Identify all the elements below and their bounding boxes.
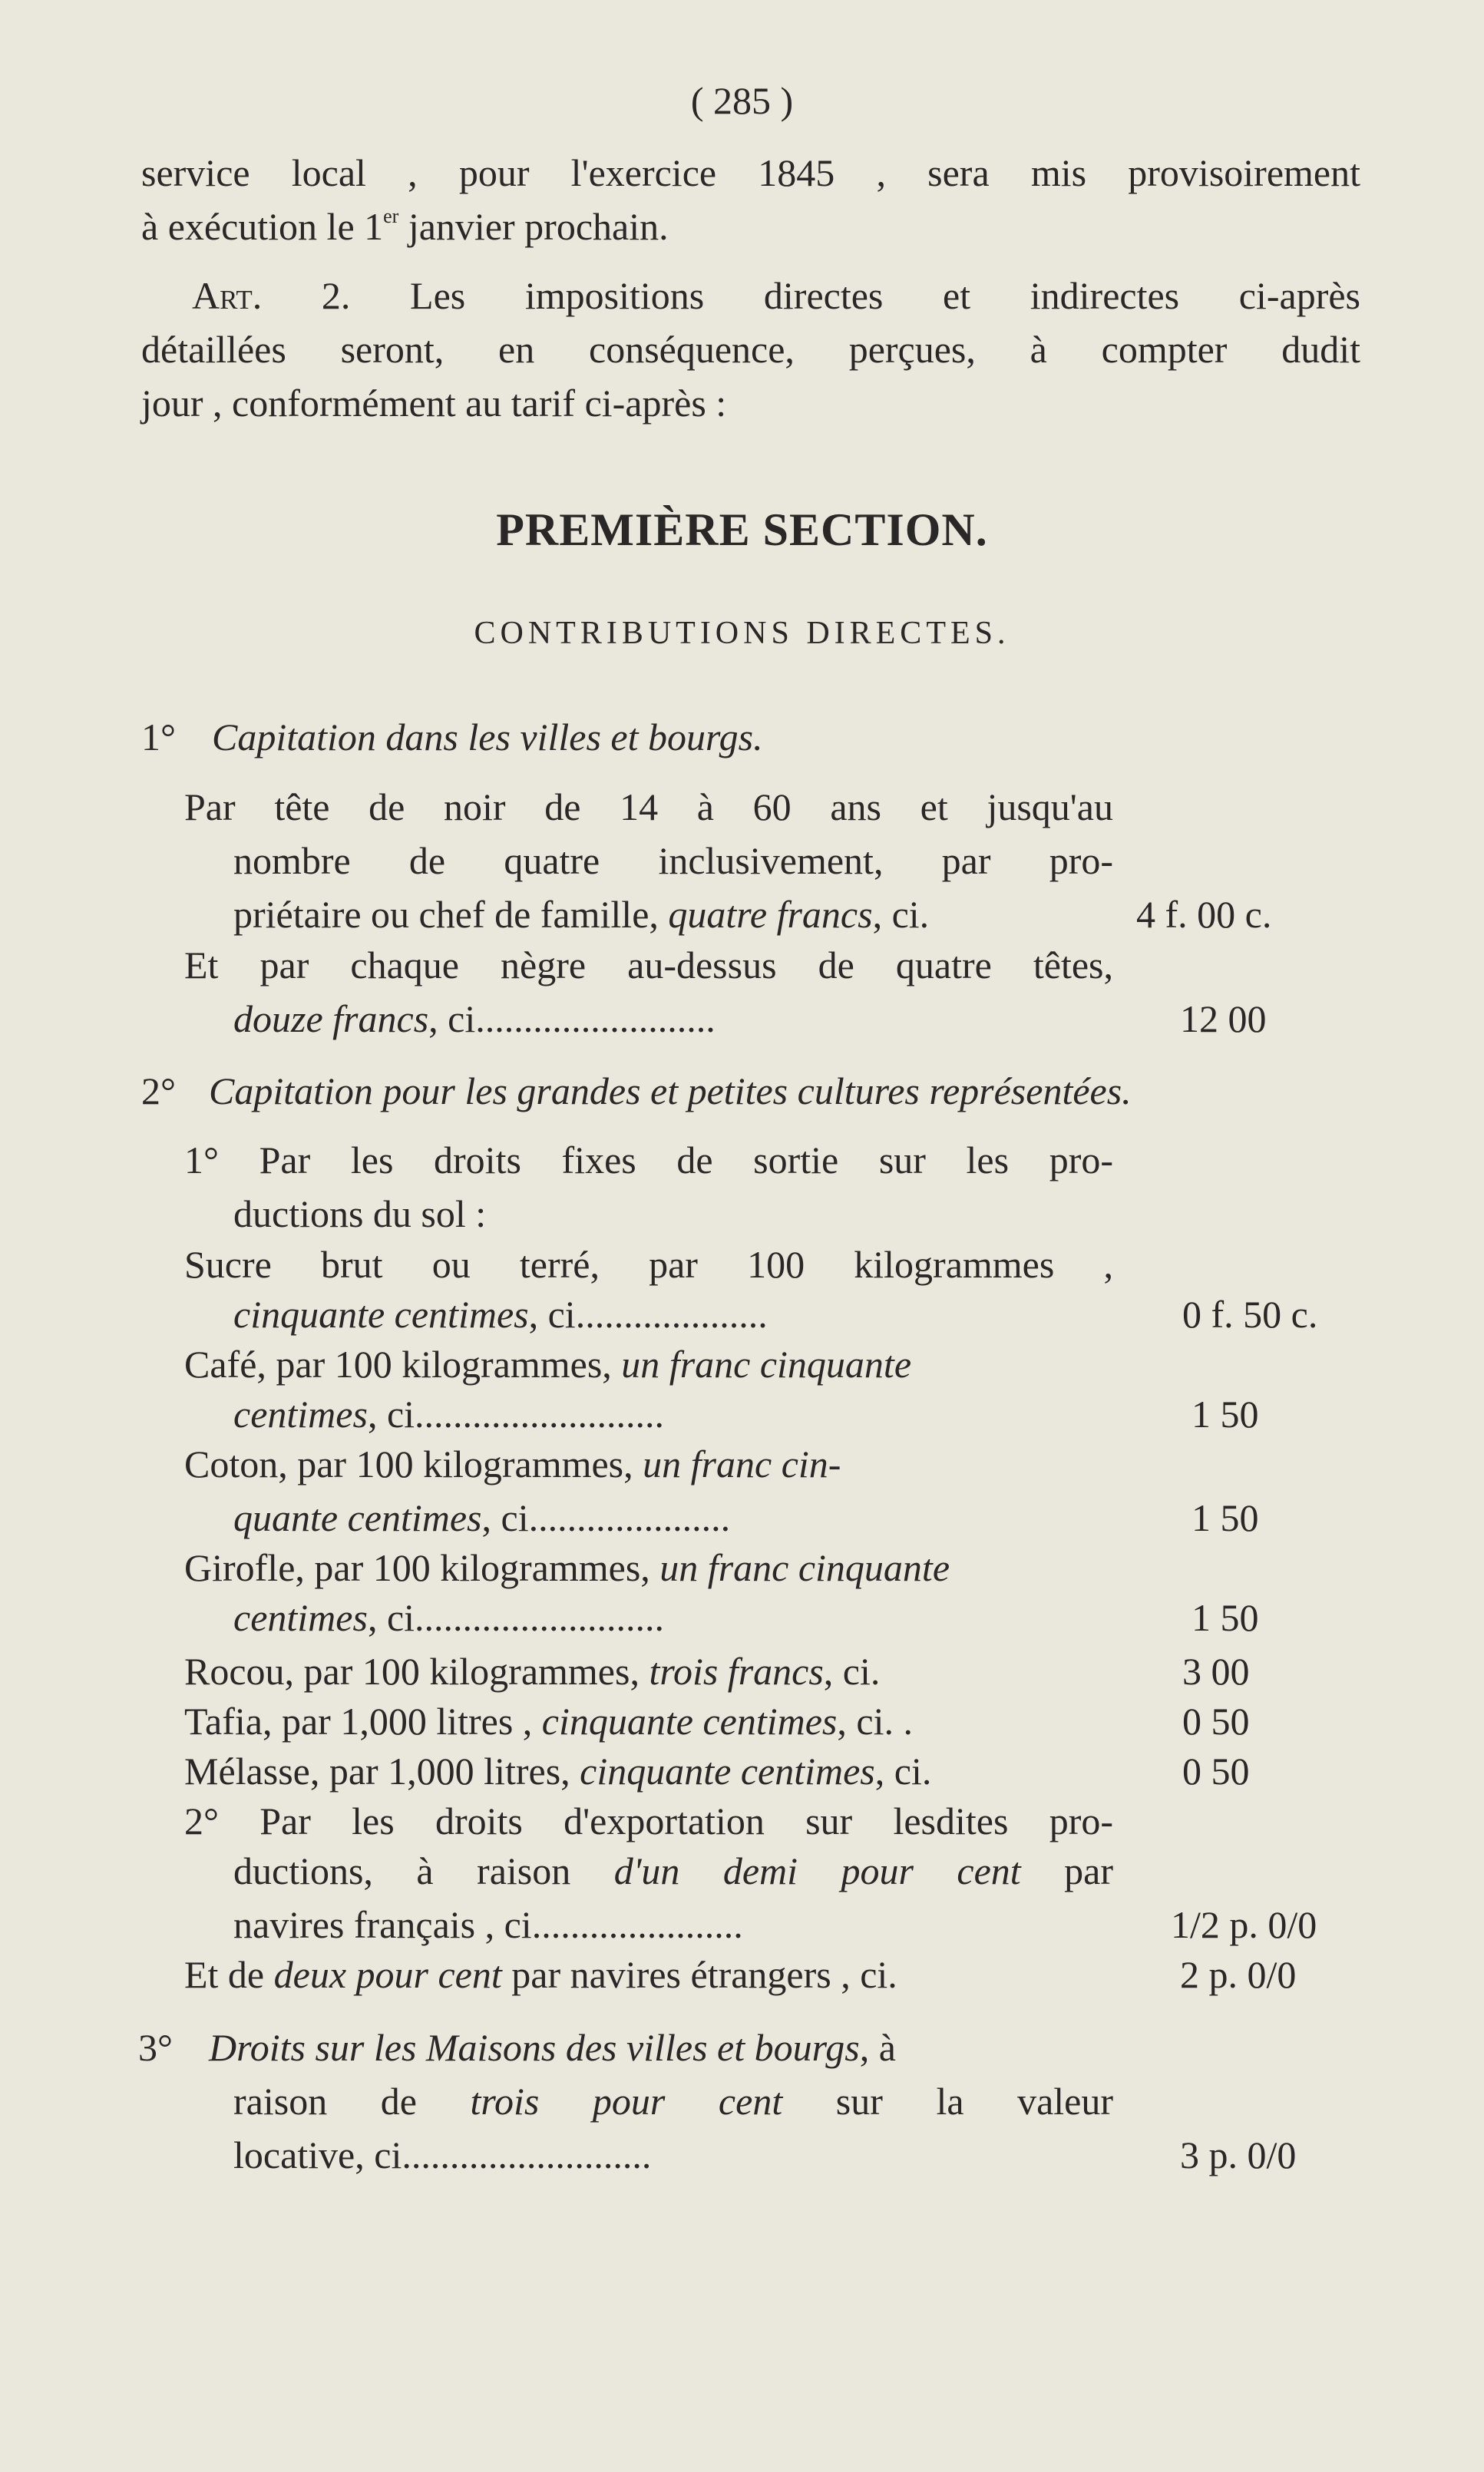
sucre-line-2: cinquante centimes, ci.................... bbox=[233, 1293, 768, 1336]
coton-line-1: Coton, par 100 kilogrammes, un franc cin- bbox=[184, 1443, 841, 1486]
text-line bbox=[0, 269, 1484, 322]
cap3-line-3: locative, ci.......................... bbox=[233, 2133, 652, 2176]
section-subtitle: CONTRIBUTIONS DIRECTES. bbox=[474, 616, 1010, 651]
text-line bbox=[0, 2074, 1484, 2128]
cap1-line-2: nombre de quatre inclusivement, par pro- bbox=[233, 839, 1113, 882]
cap3-line-2: raison de trois pour cent sur la valeur bbox=[233, 2080, 1114, 2123]
melasse-line: Mélasse, par 1,000 litres, cinquante centimes, ci. bbox=[184, 1750, 932, 1793]
intro-line-4: détaillées seront, en conséquence, perçues, à compter dudit bbox=[141, 328, 1360, 371]
article-line bbox=[192, 269, 1360, 322]
intro-line-5: jour , conformément au tarif ci-après : bbox=[141, 382, 727, 425]
text-line bbox=[0, 1133, 1484, 1187]
girofle-line-1: Girofle, par 100 kilogrammes, un franc cinquante bbox=[184, 1546, 950, 1589]
rocou-line: Rocou, par 100 kilogrammes, trois francs, ci. bbox=[184, 1650, 881, 1693]
tariff-row bbox=[0, 1694, 1484, 1748]
tariff-row bbox=[0, 992, 1484, 1046]
coton-line-2: quante centimes, ci..................... bbox=[233, 1496, 731, 1539]
tariff-row bbox=[0, 1591, 1484, 1644]
text-line bbox=[0, 376, 1484, 430]
girofle-line-2: centimes, ci.......................... bbox=[233, 1596, 665, 1639]
tariff-row bbox=[0, 1744, 1484, 1798]
cap3-heading-line bbox=[0, 2021, 1484, 2074]
tariff-row bbox=[0, 1644, 1484, 1698]
tariff-value: 3 00 bbox=[1182, 1650, 1250, 1693]
tariff-value: 0 50 bbox=[1182, 1750, 1250, 1793]
section-title: PREMIÈRE SECTION. bbox=[496, 504, 988, 555]
page-number-line bbox=[0, 74, 1484, 127]
intro-line-2-rest: janvier prochain. bbox=[408, 205, 669, 248]
cap2-number: 2° bbox=[141, 1069, 176, 1112]
tariff-row bbox=[0, 1491, 1484, 1545]
tariff-row bbox=[0, 1948, 1484, 2001]
text-line bbox=[0, 322, 1484, 376]
text-line bbox=[0, 1187, 1484, 1241]
article-text: Les impositions directes et indirectes ci-après bbox=[410, 274, 1361, 317]
tariff-row bbox=[0, 1287, 1484, 1341]
tafia-line: Tafia, par 1,000 litres , cinquante centimes, ci. . bbox=[184, 1700, 913, 1743]
cap2-b2: ductions, à raison d'un demi pour cent par bbox=[233, 1849, 1114, 1892]
cap1-line-4: Et par chaque nègre au-dessus de quatre têtes, bbox=[184, 944, 1113, 986]
section-subtitle-line bbox=[0, 606, 1484, 660]
text-line bbox=[0, 938, 1484, 992]
cafe-line-2: centimes, ci.......................... bbox=[233, 1393, 665, 1436]
sucre-line-1: Sucre brut ou terré, par 100 kilogrammes , bbox=[184, 1243, 1113, 1286]
tariff-row bbox=[0, 1898, 1484, 1951]
text-line bbox=[0, 146, 1484, 200]
cafe-line-1: Café, par 100 kilogrammes, un franc cinquante bbox=[184, 1343, 912, 1386]
intro-line-1: service local , pour l'exercice 1845 , sera mis provisoirement bbox=[141, 151, 1360, 194]
cap2-a2: ductions du sol : bbox=[233, 1192, 487, 1235]
text-line bbox=[0, 1238, 1484, 1291]
tariff-value: 2 p. 0/0 bbox=[1180, 1953, 1297, 1996]
tariff-value: 3 p. 0/0 bbox=[1180, 2133, 1297, 2176]
tariff-value: 0 f. 50 c. bbox=[1182, 1293, 1318, 1336]
cap2-heading-line bbox=[0, 1064, 1484, 1118]
text-line bbox=[0, 834, 1484, 887]
intro-line-2 bbox=[141, 200, 669, 253]
cap3-number: 3° bbox=[138, 2026, 173, 2069]
cap1-line-5: douze francs, ci......................... bbox=[233, 997, 716, 1040]
cap2-a1: 1° Par les droits fixes de sortie sur les pro- bbox=[184, 1139, 1113, 1181]
cap2-heading: Capitation pour les grandes et petites cultures représentées. bbox=[209, 1069, 1132, 1112]
text-line bbox=[0, 1337, 1484, 1391]
cap1-heading-line bbox=[0, 710, 1484, 764]
tariff-row bbox=[0, 1387, 1484, 1441]
text-line bbox=[0, 1844, 1484, 1898]
cap3-heading: Droits sur les Maisons des villes et bourgs, à bbox=[209, 2026, 896, 2069]
tariff-row bbox=[0, 2128, 1484, 2182]
tariff-value: 0 50 bbox=[1182, 1700, 1250, 1743]
tariff-value: 1 50 bbox=[1191, 1496, 1259, 1539]
tariff-value: 1/2 p. 0/0 bbox=[1171, 1903, 1317, 1946]
article-label: Art. 2. bbox=[192, 274, 351, 317]
tariff-value: 1 50 bbox=[1191, 1393, 1259, 1436]
intro-line-2-prefix: à exécution le 1 bbox=[141, 205, 384, 248]
text-line bbox=[0, 200, 1484, 253]
tariff-value: 4 f. 00 c. bbox=[1136, 893, 1272, 936]
section-title-line bbox=[0, 499, 1484, 560]
tariff-value: 1 50 bbox=[1191, 1596, 1259, 1639]
text-line bbox=[0, 1437, 1484, 1491]
cap2-b4: Et de deux pour cent par navires étrangers , ci. bbox=[184, 1953, 897, 1996]
cap2-b3: navires français , ci...................... bbox=[233, 1903, 743, 1946]
text-line bbox=[0, 1541, 1484, 1595]
cap1-line-1: Par tête de noir de 14 à 60 ans et jusqu'au bbox=[184, 785, 1113, 828]
superscript: er bbox=[383, 205, 399, 227]
cap2-b1: 2° Par les droits d'exportation sur lesdites pro- bbox=[184, 1799, 1113, 1842]
text-line bbox=[0, 780, 1484, 834]
page-number: ( 285 ) bbox=[690, 79, 794, 122]
tariff-row bbox=[0, 887, 1484, 941]
cap1-number: 1° bbox=[141, 715, 176, 758]
tariff-value: 12 00 bbox=[1180, 997, 1267, 1040]
cap1-line-3: priétaire ou chef de famille, quatre francs, ci. bbox=[233, 893, 930, 936]
cap1-heading: Capitation dans les villes et bourgs. bbox=[212, 715, 763, 758]
text-line bbox=[0, 1794, 1484, 1848]
